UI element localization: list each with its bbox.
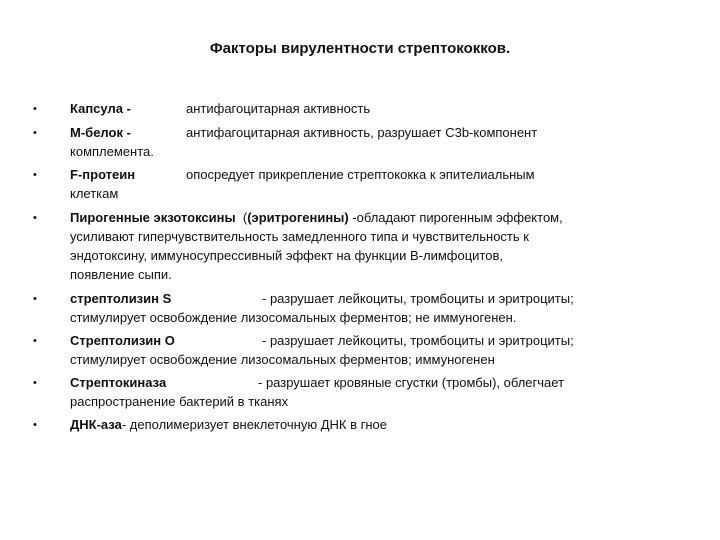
slide-title: Факторы вирулентности стрептококков. — [209, 40, 511, 57]
item-continuation: клеткам — [70, 186, 119, 201]
item-continuation: стимулирует освобождение лизосомальных ферментов; не иммуногенен. — [70, 310, 517, 325]
item-description: опосредует прикрепление стрептококка к эпителиальным — [186, 167, 535, 182]
item-term: Стрептокиназа — [70, 375, 167, 390]
item-description: - разрушает лейкоциты, тромбоциты и эритроциты; — [262, 291, 574, 306]
item-line — [70, 290, 171, 309]
item-description: - деполимеризует внеклеточную ДНК в гное — [121, 417, 387, 432]
item-term: F-протеин — [70, 167, 136, 182]
item-continuation: усиливают гиперчувствительность замедленного типа и чувствительность к — [70, 229, 529, 244]
item-term-secondary: (эритрогенины) — [247, 210, 349, 225]
item-continuation: появление сыпи. — [70, 267, 172, 282]
item-description: - разрушает кровяные сгустки (тромбы), облегчает — [258, 375, 565, 390]
bullet-icon: • — [33, 377, 37, 389]
item-description: антифагоцитарная активность, разрушает С3b-компонент — [186, 125, 538, 140]
item-term: Пирогенные экзотоксины — [70, 210, 236, 225]
bullet-icon: • — [33, 103, 37, 115]
item-continuation: стимулирует освобождение лизосомальных ферментов; иммуногенен — [70, 352, 495, 367]
item-term-paren-open: ( — [242, 210, 248, 225]
bullet-icon: • — [33, 419, 37, 431]
item-line — [70, 332, 175, 351]
item-line — [70, 124, 131, 143]
item-line — [70, 209, 563, 228]
item-term: Капсула - — [70, 101, 131, 116]
item-continuation: комплемента. — [70, 144, 154, 159]
item-line — [70, 374, 166, 393]
bullet-icon: • — [33, 127, 37, 139]
item-description: антифагоцитарная активность — [186, 101, 371, 116]
item-description: -обладают пирогенным эффектом, — [348, 210, 563, 225]
bullet-icon: • — [33, 335, 37, 347]
item-line — [70, 100, 131, 119]
item-term: Стрептолизин О — [70, 333, 175, 348]
bullet-icon: • — [33, 293, 37, 305]
item-continuation: эндотоксину, иммуносупрессивный эффект на функции В-лимфоцитов, — [70, 248, 503, 263]
item-line — [70, 166, 135, 185]
bullet-icon: • — [33, 169, 37, 181]
item-term: ДНК-аза — [70, 417, 122, 432]
item-continuation: распространение бактерий в тканях — [70, 394, 289, 409]
item-term: М-белок - — [70, 125, 131, 140]
item-term: стрептолизин S — [70, 291, 172, 306]
bullet-icon: • — [33, 212, 37, 224]
item-description: - разрушает лейкоциты, тромбоциты и эритроциты; — [262, 333, 574, 348]
item-line — [70, 416, 387, 435]
